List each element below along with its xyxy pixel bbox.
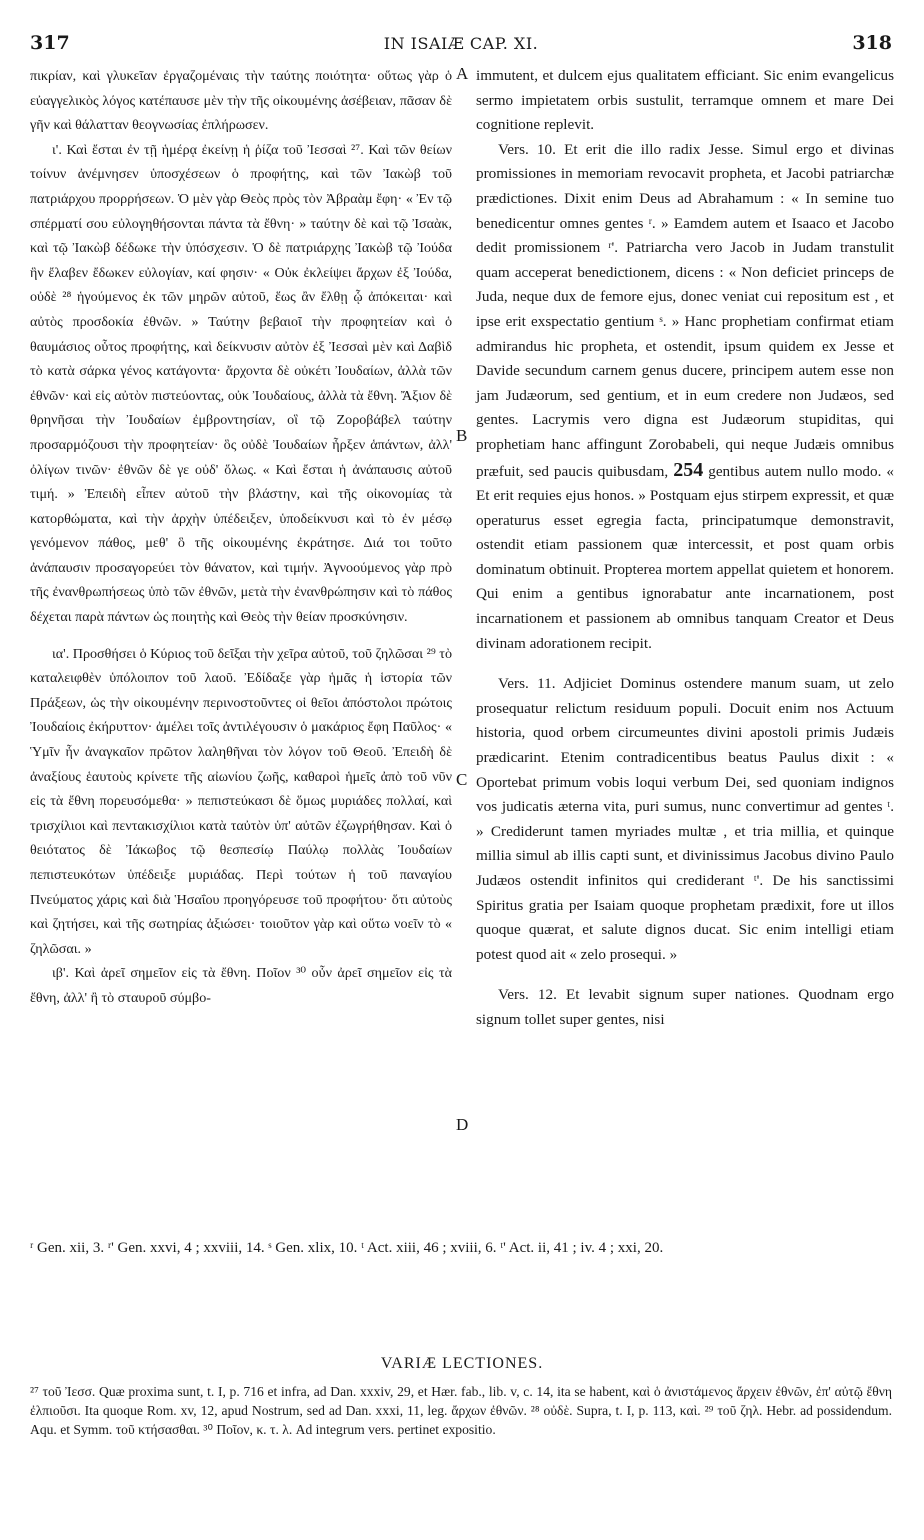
- latin-verse-10-continued: gentibus autem nullo modo. « Et erit requies ejus honos. » Postquam ejus stirpem expressit, et quæ operaturus esset egregia facta, principatumque demonstravit, ostendit etiam passionem quæ intercessit, et post quam orbis dominatum obtinuit. Propterea mortem appellat quietem et honorem. Qui enim a gentibus ignorabatur ante incarnationem, post incarnationem et passionem ab omnibus tanquam Creator et Deus divinam adorationem recipit.: [476, 462, 895, 652]
- greek-paragraph-1: πικρίαν, καὶ γλυκεῖαν ἐργαζομέναις τὴν ταύτης ποιότητα· οὕτως γὰρ ὁ εὐαγγελικὸς λόγος κατέπαυσε μὲν τὴν τῆς οἰκουμένης ἀσέβειαν, πᾶσαν δὲ γῆν καὶ θάλατταν θεογνωσίας ἐπλήρωσεν.: [30, 68, 452, 134]
- margin-marker-a: A: [456, 64, 469, 83]
- latin-column: [476, 64, 894, 1033]
- page-header: [30, 32, 892, 58]
- latin-verse-10-text: Vers. 10. Et erit die illo radix Jesse. Simul ergo et divinas promissiones in memoriam revocavit propheta, et Jacobi patriarchæ prædictiones. Dixit enim Deus ad Abrahamum : « In semine tuo benedicentur omnes gentes ʳ. » Eamdem autem et Isaaco et Jacobo dedit promissionem ʳ'. Patriarcha vero Jacob in Judam transtulit quam acceperat benedictionem, dicens : « Non deficiet princeps de Juda, neque dux de femore ejus, donec veniat cui repositum est , et ipse erit exspectatio gentium ˢ. » Hanc prophetiam confirmat etiam admirandus hic propheta, et ostendit, ipsum quidem ex Jesse et Davide secundum carnem genus ducere, principem autem esse non jam Judæorum, sed gentium, et in eum credere non Judæos, sed gentes. Lacrymis vero digna est Judæorum stupiditas, qui prophetiam hanc affingunt Zorobabeli, qui neque Judæis omnibus præfuit, sed paucis quibusdam,: [476, 140, 894, 480]
- latin-paragraph-verse-10: [476, 138, 894, 656]
- greek-column: [30, 64, 452, 1011]
- variae-heading: VARIÆ LECTIONES.: [380, 1355, 544, 1372]
- greek-paragraph-verse-12: ιβ'. Καὶ ἀρεῖ σημεῖον εἰς τὰ ἔθνη. Ποῖον ³⁰ οὖν ἀρεῖ σημεῖον εἰς τὰ ἔθνη, ἀλλ' ἢ τὸ σταυροῦ σύμβο-: [30, 965, 452, 1006]
- margin-marker-c: C: [456, 770, 468, 789]
- column-number: 254: [673, 458, 704, 481]
- latin-paragraph-verse-11: Vers. 11. Adjiciet Dominus ostendere manum suam, ut zelo prosequatur relictum residuum populi. Docuit enim nos Actuum historia, quod orbem circumeuntes divini apostoli primis Judæis prædicarint. Etenim contradicentibus beatus Paulus dixit : « Oportebat primum vobis loqui verbum Dei, sed quoniam indignos vos judicatis æterna vita, puri sumus, nunc convertimur ad gentes ᵗ. » Crediderunt tamen myriades multæ , et tria millia, et quinque millia simul ab illis capti sunt, et divinissimus Jacobus divino Paulo Judæos ostendit infinitos qui crediderant ᵗ'. De his sanctissimi Spiritus gratia per Isaiam quoque prophetam prædixit, fore ut illos quoque quærat, et salute dignos ducat. Sic enim intelligi etiam potest quod ait « zelo prosequi. »: [476, 675, 894, 963]
- footnote-references: ʳ Gen. xii, 3. ʳ' Gen. xxvi, 4 ; xxviii, 14. ˢ Gen. xlix, 10. ᵗ Act. xiii, 46 ; xviii, 6. ᵗ' Act. ii, 41 ; iv. 4 ; xxi, 20.: [30, 1240, 664, 1256]
- page-number-right: 318: [852, 32, 892, 54]
- greek-paragraph-verse-11: ια'. Προσθήσει ὁ Κύριος τοῦ δεῖξαι τὴν χεῖρα αὐτοῦ, τοῦ ζηλῶσαι ²⁹ τὸ καταλειφθὲν ὑπόλοιπον τοῦ λαοῦ. Ἐδίδαξε γὰρ ἡμᾶς ἡ ἱστορία τῶν Πράξεων, ὡς τὴν οἰκουμένην περινοστοῦντες οἱ θεῖοι ἀπόστολοι πρώτοις Ἰουδαίοις ἐκήρυττον· ἀμέλει τοῖς ἀντιλέγουσιν ὁ μακάριος ἔφη Παῦλος· « Ὑμῖν ἦν ἀναγκαῖον πρῶτον λαληθῆναι τὸν λόγον τοῦ Θεοῦ. Ἐπειδὴ δὲ ἀναξίους ἑαυτοὺς κρίνετε τῆς αἰωνίου ζωῆς, καθαροὶ ἡμεῖς ἀπὸ τοῦ νῦν εἰς τὰ ἔθνη πορευσόμεθα· » πεπιστεύκασι δὲ ὅμως μυριάδες πολλαί, καὶ τρισχίλιοι καὶ πεντακισχίλιοι κατὰ ταὐτὸν ὑπ' αὐτῶν ἐζωγρήθησαν. Καὶ ὁ θειότατος δὲ Ἰάκωβος τῷ θεσπεσίῳ Παύλῳ πολλὰς Ἰουδαίων πεπιστευκότων ὑπέδειξε μυριάδας. Περὶ τούτων ἡ τοῦ παναγίου Πνεύματος χάρις καὶ διὰ Ἡσαΐου προηγόρευσε τοῦ προφήτου· ὅτι αὐτοὺς καὶ ζητήσει, καὶ τῆς σωτηρίας ἀξιώσει· τοιοῦτον γὰρ καὶ οὕτω νοεῖν τὸ « ζηλῶσαι. »: [30, 645, 452, 957]
- margin-marker-d: D: [456, 1115, 469, 1134]
- margin-marker-b: B: [456, 426, 468, 445]
- variae-lectiones: [30, 1382, 892, 1439]
- greek-paragraph-verse-10: ι'. Καὶ ἔσται ἐν τῇ ἡμέρᾳ ἐκείνῃ ἡ ῥίζα τοῦ Ἰεσσαὶ ²⁷. Καὶ τῶν θείων τοίνυν ἀνέμνησεν ὑποσχέσεων ὁ προφήτης, καὶ τῶν Ἰακὼβ τοῦ πατριάρχου προρρήσεων. Ὁ μὲν γὰρ Θεὸς πρὸς τὸν Ἀβραὰμ ἔφη· « Ἐν τῷ σπέρματί σου εὐλογηθήσονται πάντα τὰ ἔθνη· » ταύτην δὲ καὶ τῷ Ἰσαὰκ, καὶ τῷ Ἰακὼβ δέδωκε τὴν ὑπόσχεσιν. Ὁ δὲ πατριάρχης Ἰακὼβ τῷ Ἰούδα ἣν ἔλαβεν ἔδωκεν εὐλογίαν, καί φησιν· « Οὐκ ἐκλείψει ἄρχων ἐξ Ἰούδα, οὐδὲ ²⁸ ἡγούμενος ἐκ τῶν μηρῶν αὐτοῦ, ἕως ἂν ἔλθῃ ᾧ ἀπόκειται· καὶ αὐτὸς προσδοκία ἐθνῶν. » Ταύτην βεβαιοῖ τὴν προφητείαν καὶ ὁ θαυμάσιος οὗτος προφήτης, καὶ δείκνυσιν αὐτὸν ἐξ Ἰεσσαὶ μὲν καὶ Δαβὶδ τὸ κατὰ σάρκα γένος κατάγοντα· ἄρχοντα δὲ οὐκέτι Ἰουδαίων, ἀλλὰ τῶν ἐθνῶν· καὶ εἰς αὐτὸν πιστεύοντας, οὐκ Ἰουδαίους, ἀλλὰ τὰ ἔθνη. Ἄξιον δὲ θρηνῆσαι τὴν Ἰουδαίων ἐμβροντησίαν, οἳ τῷ Ζοροβάβελ ταύτην προσαρμόζουσι τὴν προφητείαν· ὃς οὐδὲ Ἰουδαίων ἦρξεν ἁπάντων, ἀλλ' ὀλίγων τινῶν· ἐθνῶν δὲ γε οὐδ' ὅλως. « Καὶ ἔσται ἡ ἀνάπαυσις αὐτοῦ τιμή. » Ἐπειδὴ εἶπεν αὐτοῦ τὴν βλάστην, καὶ τῆς οἰκονομίας τὰ κατορθώματα, καὶ τὴν ἀρχὴν ὑπέδειξεν, ὑποδείκνυσι καὶ τὸ ἐν μέσῳ γενόμενον πάθος, μεθ' ὃ τῆς οἰκουμένης ἐκράτησε. Διά τοι τοῦτο ἀνάπαυσιν προσαγορεύει τὸν θάνατον, καὶ τιμήν. Ἀγνοούμενος γὰρ πρὸ τῆς ἐνανθρωπήσεως ὑπὸ τῶν ἐθνῶν, μετὰ τὴν ἐνανθρώπησιν καὶ τὸ πάθος δέχεται παρὰ πάντων ὡς ποιητὴς καὶ Θεὸς τὴν θείαν προσκύνησιν.: [30, 141, 452, 626]
- latin-paragraph-1: immutent, et dulcem ejus qualitatem efficiant. Sic enim evangelicus sermo impietatem orbis sustulit, terramque omnem et mare Dei cognitione replevit.: [476, 67, 894, 134]
- latin-paragraph-verse-12: Vers. 12. Et levabit signum super nationes. Quodnam ergo signum tollet super gentes, nisi: [476, 986, 894, 1028]
- page-number-left: 317: [30, 32, 70, 54]
- running-title: IN ISAIÆ CAP. XI.: [383, 34, 539, 53]
- variae-text: ²⁷ τοῦ Ἰεσσ. Quæ proxima sunt, t. I, p. 716 et infra, ad Dan. xxxiv, 29, et Hær. fab., lib. v, c. 14, ita se habent, καὶ ὁ ἀνιστάμενος ἄρχειν ἐθνῶν, ἐπ' αὐτῷ ἔθνη ἐλπιοῦσι. Ita quoque Rom. xv, 12, apud Nostrum, sed ad Dan. xxxi, 11, leg. ἄρχων ἐθνῶν. ²⁸ οὐδὲ. Supra, t. I, p. 113, καὶ. ²⁹ τοῦ ζηλ. Hebr. ad possidendum. Aqu. et Symm. τοῦ κτήσασθαι. ³⁰ Ποῖον, κ. τ. λ. Ad integrum vers. pertinet expositio.: [30, 1384, 892, 1437]
- footnotes: [30, 1237, 892, 1260]
